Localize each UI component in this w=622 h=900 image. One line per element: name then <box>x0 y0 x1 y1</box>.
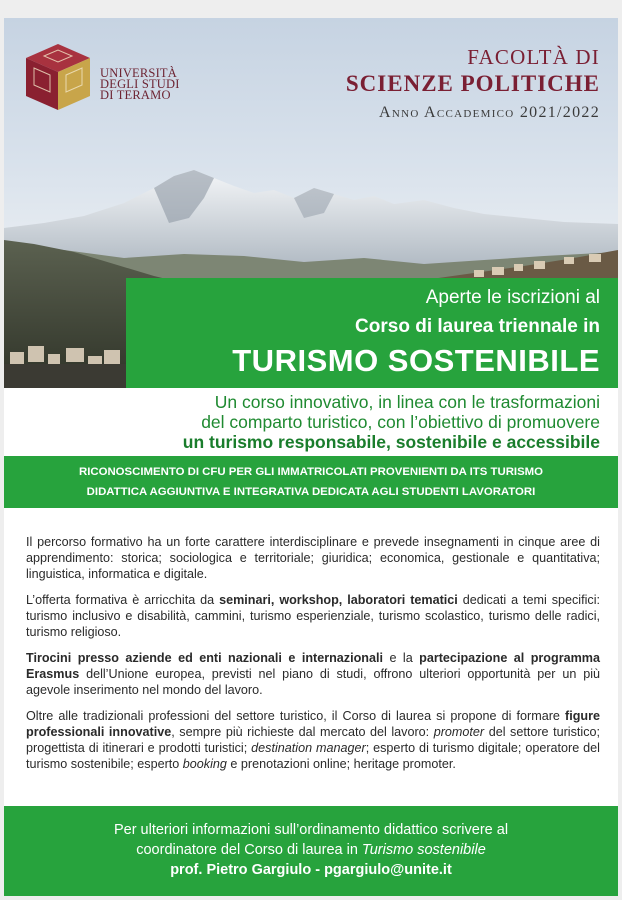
p2-bold: seminari, workshop, laboratori tematici <box>219 593 458 607</box>
enrollment-open-text: Aperte le iscrizioni al <box>425 287 600 308</box>
course-type-text: Corso di laurea triennale in <box>355 316 600 337</box>
footer-line1: Per ulteriori informazioni sull’ordinamento didattico scrivere al <box>113 822 509 838</box>
hero-mountain-photo <box>4 18 618 388</box>
footer-line2 <box>4 840 618 860</box>
tagline-line1: Un corso innovativo, in linea con le trasformazioni <box>214 392 600 412</box>
p3-bold-c: partecipazione al programma Erasmus <box>26 651 600 681</box>
course-title-box <box>126 278 618 388</box>
p4-text-i: e prenotazioni online; heritage promoter. <box>226 757 456 771</box>
university-cube-logo-icon <box>22 40 94 112</box>
footer-course-name: Turismo sostenibile <box>361 842 486 858</box>
p4-text-a: Oltre alle tradizionali professioni del settore turistico, il Corso di laurea si propone di formare <box>26 709 566 723</box>
tagline-line3: un turismo responsabile, sostenibile e accessibile <box>182 432 600 452</box>
p4-bold-b: figure professionali innovative <box>26 709 600 739</box>
banner-line1: RICONOSCIMENTO DI CFU PER GLI IMMATRICOLATI PROVENIENTI DA ITS TURISMO <box>78 466 544 478</box>
faculty-line1: FACOLTÀ DI <box>467 45 600 69</box>
paragraph-internships <box>26 650 600 698</box>
p2-text-a: L’offerta formativa è arricchita da <box>26 593 220 607</box>
p4-text-e: del settore turistico; progettista di itinerari e prodotti turistici; <box>26 725 600 755</box>
paragraph-areas: Il percorso formativo ha un forte carattere interdisciplinare e prevede insegnamenti in cinque aree di apprendimento: storica; sociologica e territoriale; giuridica; economica, gestionale e quantitativa; linguistica, informatica e digitale. <box>26 535 600 581</box>
paragraph-careers <box>26 708 600 772</box>
tagline-line2: del comparto turistico, con l’obiettivo di promuovere <box>201 412 600 432</box>
university-name-line1: UNIVERSITÀ <box>100 66 177 80</box>
footer-line2-text: coordinatore del Corso di laurea in <box>136 842 362 858</box>
highlights-banner <box>4 456 618 508</box>
course-name: TURISMO SOSTENIBILE <box>232 343 600 378</box>
contact-footer <box>4 806 618 896</box>
p3-bold-a: Tirocini presso aziende ed enti nazionali e internazionali <box>26 651 383 665</box>
coordinator-contact: prof. Pietro Gargiulo - pgargiulo@unite.it <box>170 862 452 878</box>
university-name-line2: DEGLI STUDI <box>100 77 180 91</box>
course-description <box>26 534 600 782</box>
academic-year: Anno Accademico 2021/2022 <box>378 104 600 121</box>
faculty-line2: SCIENZE POLITICHE <box>345 71 600 96</box>
university-name <box>100 68 180 101</box>
p2-text-c: dedicati a temi specifici: turismo inclusivo e disabilità, cammini, turismo esperienziale, turismo scolastico, turismo delle radici, turismo religioso. <box>26 593 600 639</box>
p4-italic-f: destination manager <box>251 741 366 755</box>
flyer <box>4 18 618 896</box>
course-tagline <box>40 392 600 452</box>
paragraph-offer <box>26 592 600 640</box>
banner-line2: DIDATTICA AGGIUNTIVA E INTEGRATIVA DEDICATA AGLI STUDENTI LAVORATORI <box>86 486 536 498</box>
university-name-line3: DI TERAMO <box>100 88 171 102</box>
faculty-heading <box>346 44 600 126</box>
p4-italic-d: promoter <box>433 725 485 739</box>
p3-text-d: dell’Unione europea, previsti nel piano di studi, offrono ulteriori opportunità per un più agevole inserimento nel mondo del lavoro. <box>26 667 600 697</box>
p4-italic-h: booking <box>182 757 227 771</box>
p3-text-b: e la <box>383 651 420 665</box>
university-logo <box>22 40 212 120</box>
p4-text-g: ; esperto di turismo digitale; operatore del turismo sostenibile; esperto <box>26 741 600 771</box>
p4-text-c: , sempre più richieste dal mercato del lavoro: <box>171 725 434 739</box>
